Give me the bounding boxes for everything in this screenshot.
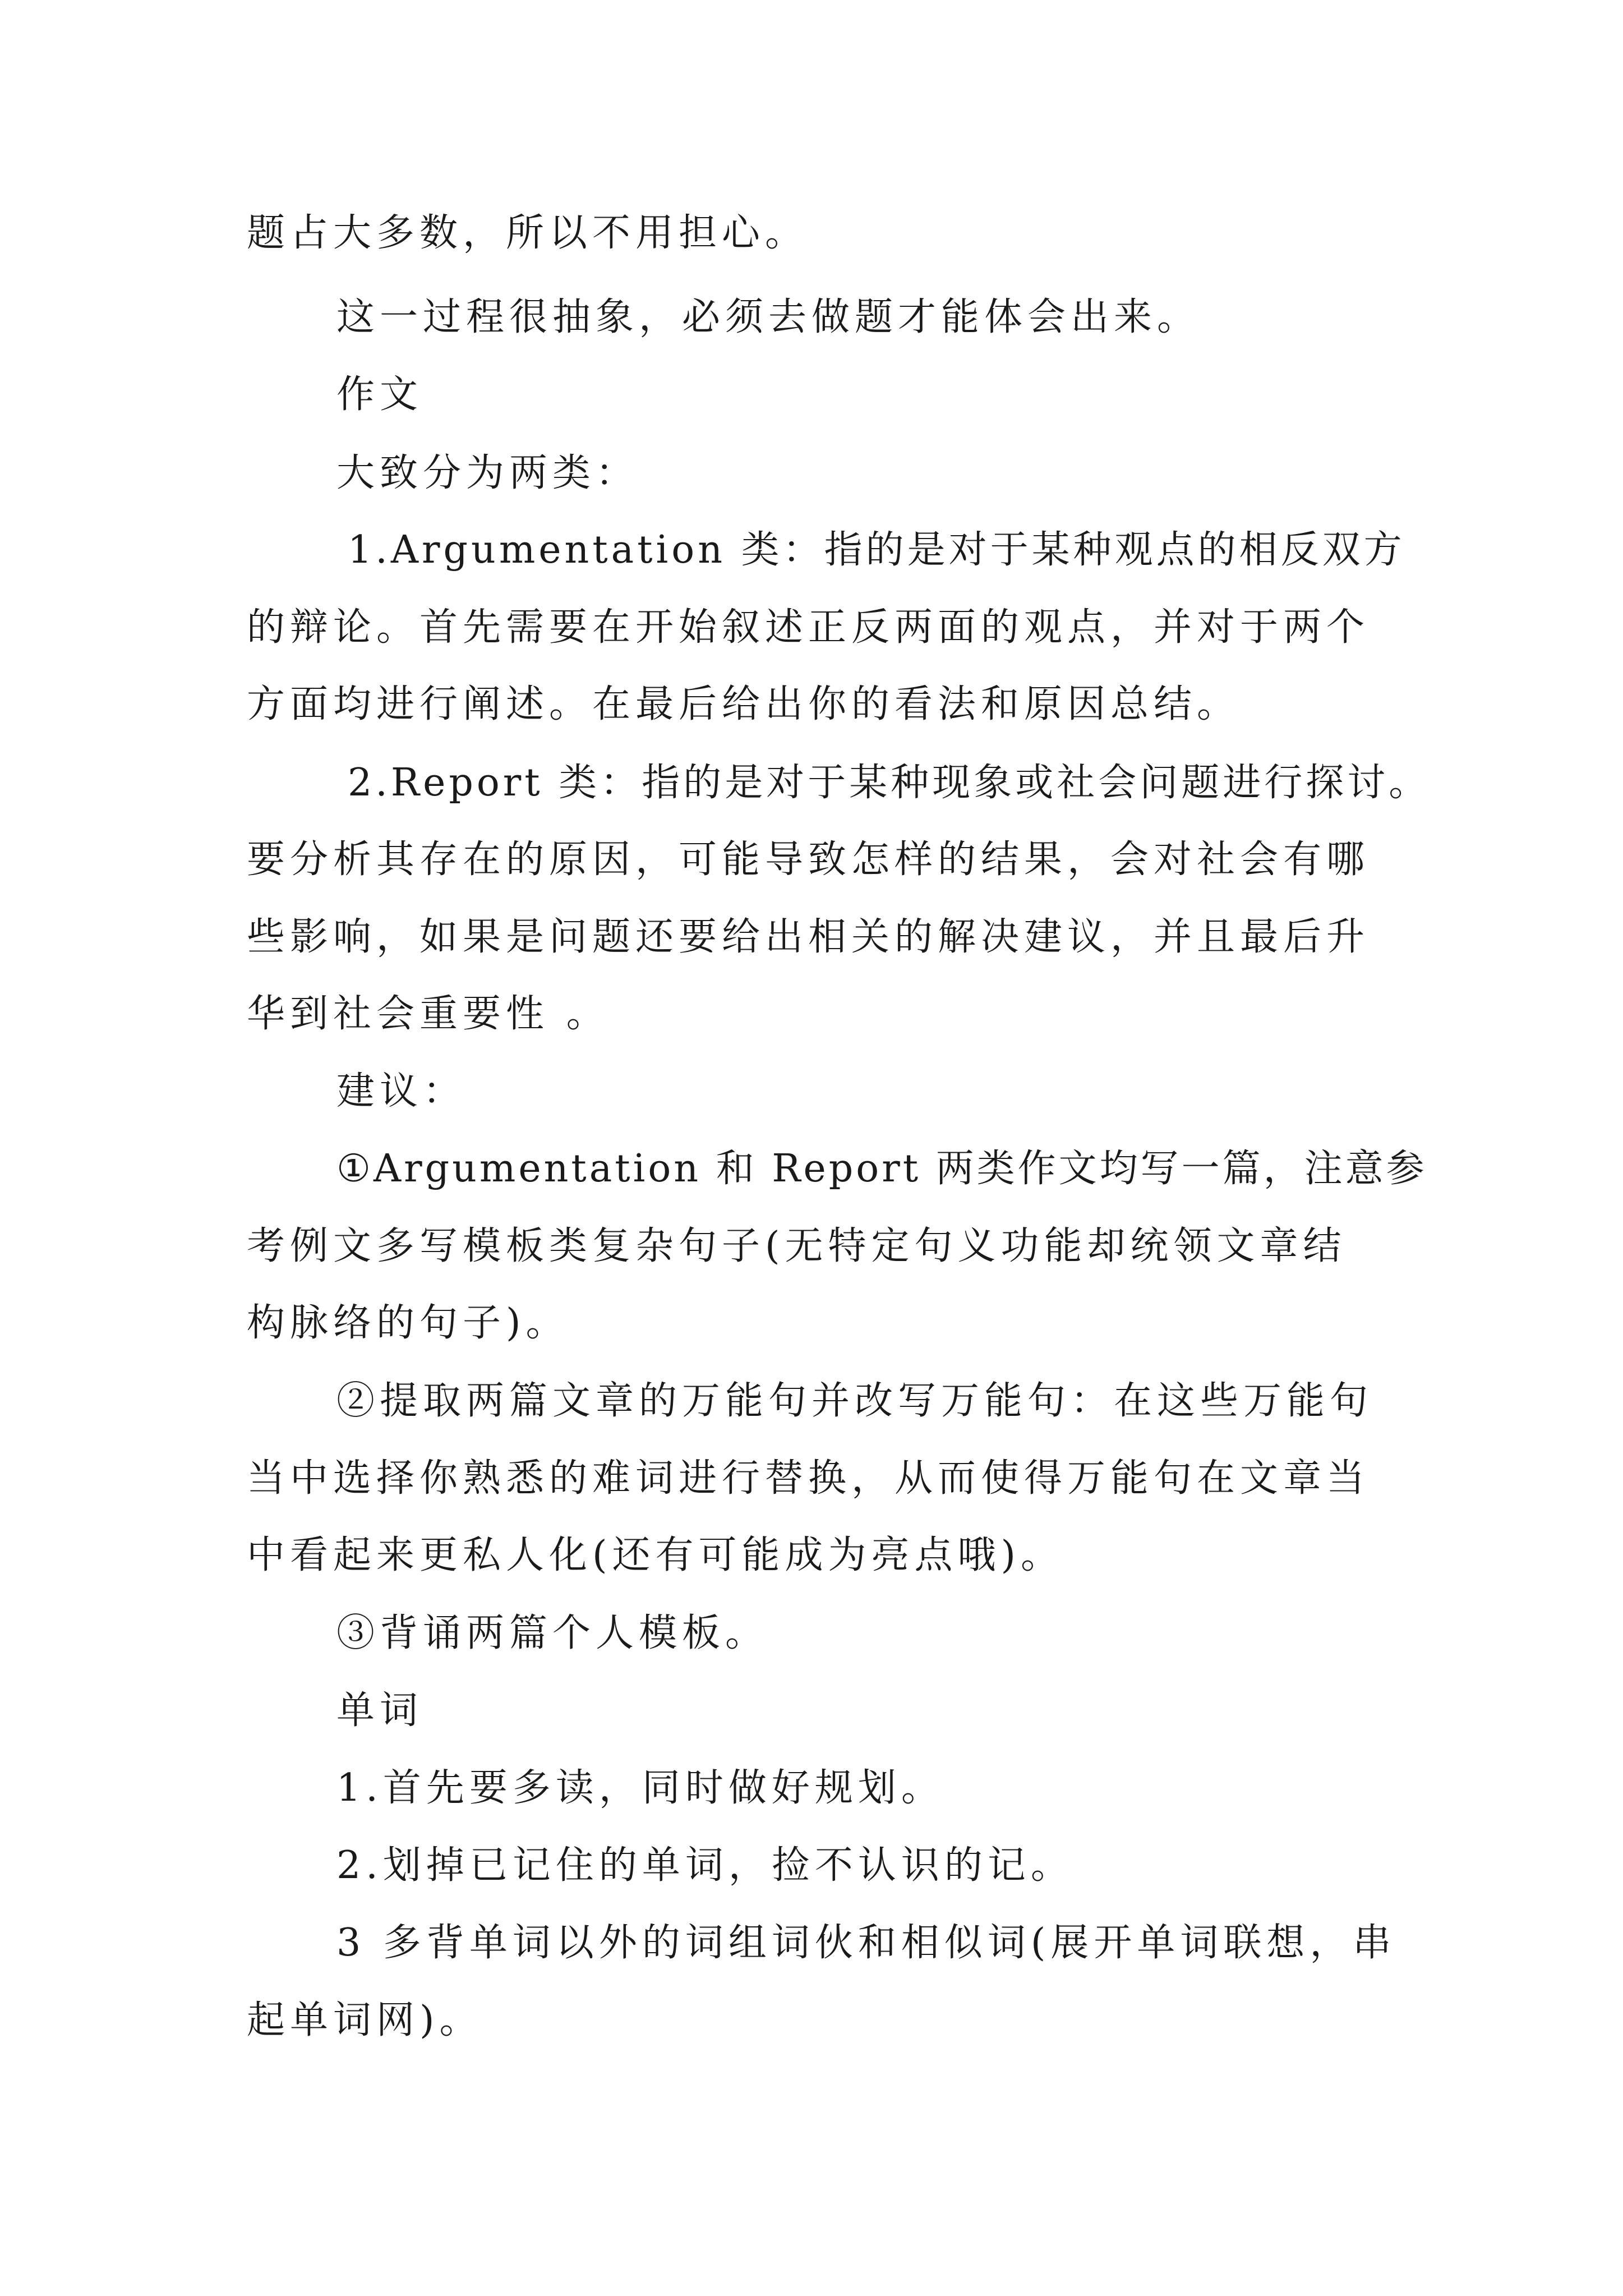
paragraph-line: 方面均进行阐述。在最后给出你的看法和原因总结。 <box>247 682 1241 726</box>
section-heading-vocabulary: 单词 <box>336 1688 423 1733</box>
paragraph-line: ①Argumentation 和 Report 两类作文均写一篇，注意参 <box>336 1147 1427 1191</box>
paragraph-line: 的辩论。首先需要在开始叙述正反两面的观点，并对于两个 <box>247 605 1370 650</box>
paragraph-line: 3 多背单词以外的词组词伙和相似词(展开单词联想，串 <box>336 1921 1396 1965</box>
paragraph-line: 要分析其存在的原因，可能导致怎样的结果，会对社会有哪 <box>247 838 1370 882</box>
paragraph-line: 构脉络的句子)。 <box>247 1301 569 1345</box>
paragraph-line: 1.Argumentation 类：指的是对于某种观点的相反双方 <box>348 528 1405 572</box>
paragraph-line: 当中选择你熟悉的难词进行替换，从而使得万能句在文章当 <box>247 1456 1370 1501</box>
paragraph-line: 2.Report 类：指的是对于某种现象或社会问题进行探讨。 <box>348 761 1431 805</box>
paragraph-line: 1.首先要多读，同时做好规划。 <box>336 1766 944 1810</box>
paragraph-line: ③背诵两篇个人模板。 <box>336 1611 769 1655</box>
paragraph-line: 华到社会重要性 。 <box>247 992 610 1036</box>
paragraph-line: 些影响，如果是问题还要给出相关的解决建议，并且最后升 <box>247 915 1370 959</box>
paragraph-line: 2.划掉已记住的单词，捡不认识的记。 <box>336 1843 1074 1888</box>
paragraph-line: 起单词网)。 <box>247 1998 483 2042</box>
paragraph-line: 考例文多写模板类复杂句子(无特定句义功能却统领文章结 <box>247 1224 1347 1268</box>
paragraph-line: 大致分为两类： <box>336 451 639 495</box>
paragraph-line: ②提取两篇文章的万能句并改写万能句：在这些万能句 <box>336 1379 1373 1423</box>
section-heading-advice: 建议： <box>336 1069 467 1114</box>
paragraph-line: 这一过程很抽象，必须去做题才能体会出来。 <box>336 295 1201 339</box>
paragraph-line: 中看起来更私人化(还有可能成为亮点哦)。 <box>247 1533 1064 1577</box>
paragraph-line: 题占大多数，所以不用担心。 <box>247 211 809 255</box>
section-heading-essay: 作文 <box>336 372 423 417</box>
